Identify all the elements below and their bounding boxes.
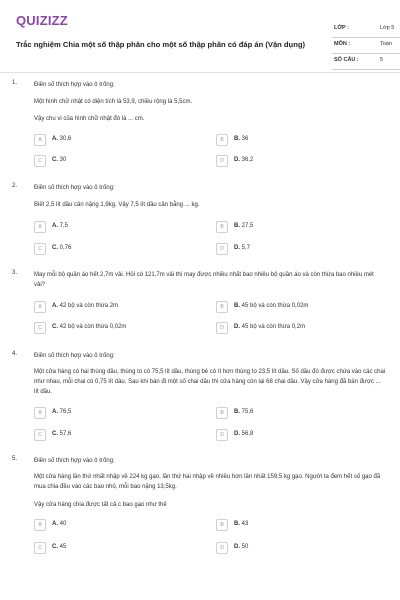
option-prefix: A. — [52, 136, 58, 142]
option-text: 36 — [241, 136, 249, 142]
option-letter: A — [34, 519, 46, 531]
question-text: Một cửa hàng có hai thùng dầu, thùng to có 75,5 lít dầu, thùng bé có ít hơn thùng to 23,5 lít dầu. Số dầu đó được chứa vào các chai như nhau, mỗi chai có 0,75 lít dầu. Sau khi bán đi một số chai dầu thì cửa hàng còn lại 68 chai dầu. Vậy cửa hàng đã bán được ... lít dầu. — [34, 369, 386, 395]
question-number: 1. — [12, 80, 18, 86]
option-c[interactable] — [34, 155, 194, 167]
option-prefix: B. — [234, 136, 240, 142]
option-letter: D — [216, 322, 228, 334]
option-b[interactable] — [216, 407, 376, 419]
question-number: 3. — [12, 270, 18, 276]
question-1 — [12, 80, 388, 170]
option-text: 45 bộ và còn thừa 0,2m — [241, 324, 306, 330]
option-text: 75,6 — [241, 409, 254, 415]
option-prefix: D. — [234, 157, 240, 163]
option-a[interactable] — [34, 519, 194, 531]
option-text: 7,5 — [59, 223, 69, 229]
option-letter: A — [34, 301, 46, 313]
option-a[interactable] — [34, 221, 194, 233]
option-a[interactable] — [34, 407, 194, 419]
option-text: 43 — [241, 521, 249, 527]
option-letter: A — [34, 134, 46, 146]
option-letter: B — [216, 519, 228, 531]
question-number: 5. — [12, 456, 18, 462]
option-prefix: B. — [234, 521, 240, 527]
option-letter: C — [34, 243, 46, 255]
option-letter: A — [34, 407, 46, 419]
option-text: 40 — [59, 521, 67, 527]
option-letter: A — [34, 221, 46, 233]
option-letter: C — [34, 322, 46, 334]
question-text: Vậy chu vi của hình chữ nhật đó là ... cm. — [34, 116, 145, 122]
option-prefix: A. — [52, 409, 58, 415]
option-d[interactable] — [216, 243, 376, 255]
question-text: Biết 2,5 lít dầu cân nặng 1,9kg. Vậy 7,5 lít dầu cân bằng ... kg. — [34, 202, 200, 208]
option-prefix: C. — [52, 324, 58, 330]
option-d[interactable] — [216, 542, 376, 554]
option-prefix: B. — [234, 223, 240, 229]
question-number: 2. — [12, 183, 18, 189]
option-d[interactable] — [216, 155, 376, 167]
option-text: 5,7 — [241, 245, 251, 251]
option-letter: B — [216, 221, 228, 233]
option-text: 57,6 — [59, 431, 72, 437]
question-2 — [12, 183, 388, 258]
option-prefix: D. — [234, 324, 240, 330]
question-text: May mỗi bộ quần áo hết 2,7m vải. Hỏi có 121,7m vải thì may được nhiều nhất bao nhiêu bộ quần áo và còn thừa bao nhiêu mét vải? — [34, 272, 374, 288]
option-prefix: C. — [52, 245, 58, 251]
worksheet-title: Trắc nghiệm Chia một số thập phân cho một số thập phân có đáp án (Vận dụng) — [16, 40, 305, 49]
meta-value: Toán — [380, 41, 392, 47]
question-text: Vậy cửa hàng chia được tất cả c bao gạo như thế — [34, 502, 167, 508]
question-4 — [12, 351, 388, 446]
option-c[interactable] — [34, 243, 194, 255]
meta-value: 5 — [380, 57, 384, 63]
worksheet-header — [12, 10, 395, 70]
option-d[interactable] — [216, 429, 376, 441]
question-text: Một cửa hàng lần thứ nhất nhập về 224 kg gạo, lần thứ hai nhập về nhiều hơn lần nhất 159,5 kg gạo. Người ta đem hết số gạo đã mua chia đều vào các bao nhỏ, mỗi bao nặng 13,5kg. — [34, 474, 381, 490]
option-letter: C — [34, 542, 46, 554]
question-5 — [12, 456, 388, 561]
option-letter: C — [34, 155, 46, 167]
option-c[interactable] — [34, 429, 194, 441]
meta-label: SỐ CÂU : — [334, 57, 359, 63]
option-c[interactable] — [34, 322, 194, 334]
question-text: Một hình chữ nhật có diện tích là 53,9, chiều rộng là 5,5cm. — [34, 99, 193, 105]
meta-row-count — [332, 54, 400, 70]
meta-row-class — [332, 22, 400, 38]
option-text: 42 bộ và còn thừa 0,02m — [59, 324, 127, 330]
option-text: 45 bộ và còn thừa 0,02m — [241, 303, 309, 309]
meta-table — [332, 22, 400, 70]
option-a[interactable] — [34, 134, 194, 146]
option-text: 56,8 — [241, 431, 254, 437]
option-text: 45 — [59, 544, 67, 550]
option-text: 76,5 — [59, 409, 72, 415]
option-text: 50 — [241, 544, 249, 550]
question-3 — [12, 270, 388, 340]
option-prefix: C. — [52, 544, 58, 550]
option-text: 30 — [59, 157, 67, 163]
option-text: 36,2 — [241, 157, 254, 163]
option-b[interactable] — [216, 301, 376, 313]
meta-value: Lớp 5 — [380, 25, 395, 31]
meta-label: LỚP : — [334, 25, 349, 31]
option-prefix: D. — [234, 544, 240, 550]
option-letter: D — [216, 155, 228, 167]
option-prefix: A. — [52, 223, 58, 229]
option-prefix: A. — [52, 521, 58, 527]
option-b[interactable] — [216, 519, 376, 531]
option-text: 42 bộ và còn thừa 2m — [59, 303, 119, 309]
option-prefix: D. — [234, 245, 240, 251]
option-prefix: B. — [234, 409, 240, 415]
option-text: 0,76 — [59, 245, 72, 251]
question-text: Điền số thích hợp vào ô trống: — [34, 353, 115, 359]
option-text: 27,5 — [241, 223, 254, 229]
option-text: 30,6 — [59, 136, 72, 142]
option-letter: B — [216, 407, 228, 419]
option-letter: B — [216, 134, 228, 146]
option-b[interactable] — [216, 221, 376, 233]
question-number: 4. — [12, 351, 18, 357]
option-prefix: A. — [52, 303, 58, 309]
quizizz-logo[interactable]: QUIZIZZ — [16, 13, 68, 28]
option-letter: D — [216, 429, 228, 441]
meta-row-subject — [332, 38, 400, 54]
option-prefix: B. — [234, 303, 240, 309]
option-b[interactable] — [216, 134, 376, 146]
option-prefix: D. — [234, 431, 240, 437]
option-a[interactable] — [34, 301, 194, 313]
option-prefix: C. — [52, 431, 58, 437]
option-letter: B — [216, 301, 228, 313]
option-letter: D — [216, 243, 228, 255]
header-divider — [0, 72, 400, 73]
question-text: Điền số thích hợp vào ô trống: — [34, 82, 115, 88]
question-text: Điền số thích hợp vào ô trống: — [34, 458, 115, 464]
meta-label: MÔN : — [334, 41, 351, 47]
option-d[interactable] — [216, 322, 376, 334]
option-letter: C — [34, 429, 46, 441]
option-c[interactable] — [34, 542, 194, 554]
option-letter: D — [216, 542, 228, 554]
question-text: Điền số thích hợp vào ô trống: — [34, 185, 115, 191]
option-prefix: C. — [52, 157, 58, 163]
